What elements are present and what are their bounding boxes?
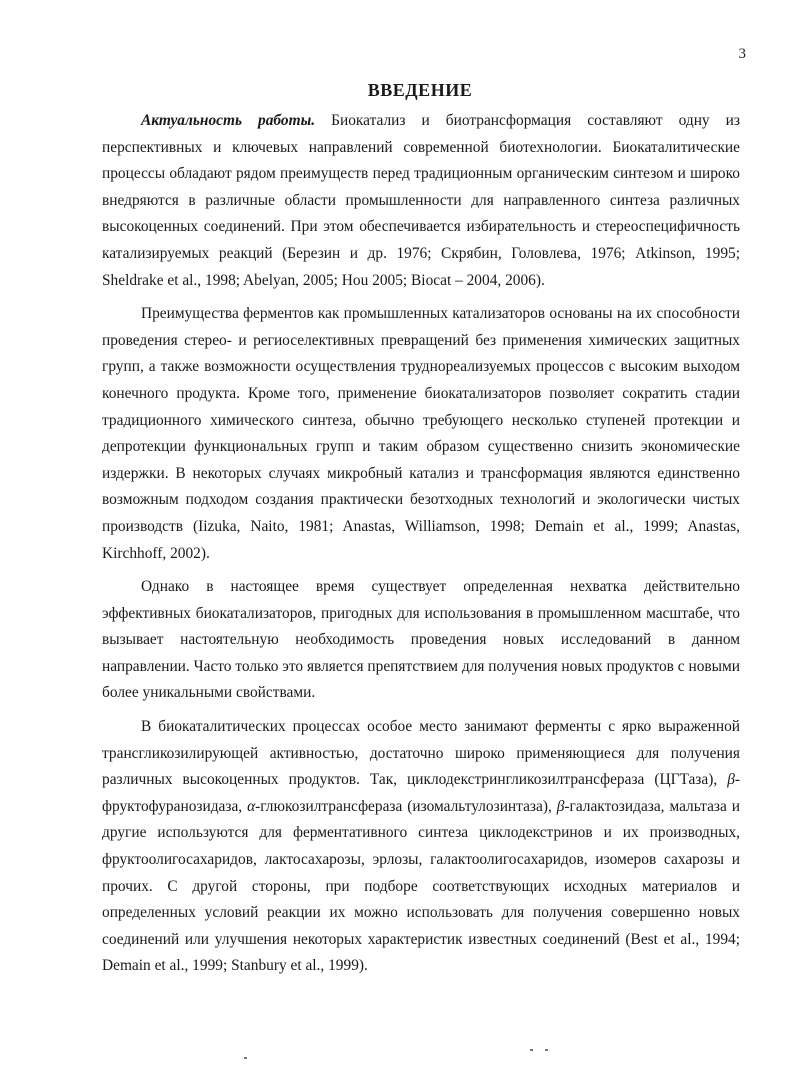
paragraph-text: Биокатализ и биотрансформация составляют одну из перспективных и ключевых направлений современной биотехнологии. Биокаталитические процессы обладают рядом преимуществ перед традиционным органическим синтезом и широко внедряются в различные области промышленности для направленного синтеза различных высокоценных соединений. При этом обеспечивается избирательность и стереоспецифичность катализируемых реакций (Березин и др. 1976; Скрябин, Головлева, 1976; Atkinson, 1995; Sheldrake et al., 1998; Abelyan, 2005; Hou 2005; Biocat – 2004, 2006). — [102, 112, 740, 289]
body-text — [102, 108, 740, 987]
paragraph-relevance — [102, 108, 740, 294]
greek-alpha: α — [247, 797, 256, 815]
greek-beta: β — [556, 797, 565, 815]
paragraph-enzyme-advantages — [102, 301, 740, 567]
scan-speck — [545, 1049, 548, 1051]
paragraph-transglycosylation — [102, 714, 740, 980]
paragraph-text: -фруктофуранозидаза, — [102, 771, 740, 815]
page-number: 3 — [738, 46, 746, 62]
scan-speck — [244, 1057, 247, 1059]
paragraph-text: Однако в настоящее время существует определенная нехватка действительно эффективных биокатализаторов, пригодных для использования в промышленном масштабе, что вызывает настоятельную необходимость проведения новых исследований в данном направлении. Часто только это является препятствием для получения новых продуктов с новыми более уникальными свойствами. — [102, 578, 740, 702]
scan-speck — [530, 1049, 533, 1051]
paragraph-text: -глюкозилтрансфераза (изомальтулозинтаза), — [255, 797, 552, 815]
paragraph-lead: Актуальность работы. — [141, 112, 316, 129]
paragraph-text: Преимущества ферментов как промышленных катализаторов основаны на их способности проведения стерео- и региоселективных превращений без применения химических защитных групп, а также возможности осуществления труднореализуемых процессов с высоким выходом конечного продукта. Кроме того, применение биокатализаторов позволяет сократить стадии традиционного химического синтеза, обычно требующего несколько ступеней протекции и депротекции функциональных групп и таким образом существенно снизить экономические издержки. В некоторых случаях микробный катализ и трансформация являются единственно возможным подходом создания практически безотходных технологий и экологически чистых производств (Iizuka, Naito, 1981; Anastas, Williamson, 1998; Demain et al., 1999; Anastas, Kirchhoff, 2002). — [102, 305, 740, 562]
paragraph-text: -галактозидаза, мальтаза и другие используются для ферментативного синтеза циклодекстринов и их производных, фруктоолигосахаридов, лактосахарозы, эрлозы, галактоолигосахаридов, изомеров сахарозы и прочих. С другой стороны, при подборе соответствующих исходных материалов и определенных условий реакции их можно использовать для получения совершенно новых соединений или улучшения некоторых характеристик известных соединений (Best et al., 1994; Demain et al., 1999; Stanbury et al., 1999). — [102, 797, 740, 975]
section-title: ВВЕДЕНИЕ — [367, 80, 473, 100]
paragraph-text: В биокаталитических процессах особое место занимают ферменты с ярко выраженной трансгликозилирующей активностью, достаточно широко применяющиеся для получения различных высокоценных продуктов. Так, циклодекстрингликозилтрансфераза (ЦГТаза), — [102, 718, 740, 789]
paragraph-biocatalyst-shortage — [102, 574, 740, 707]
greek-beta: β — [727, 771, 735, 789]
